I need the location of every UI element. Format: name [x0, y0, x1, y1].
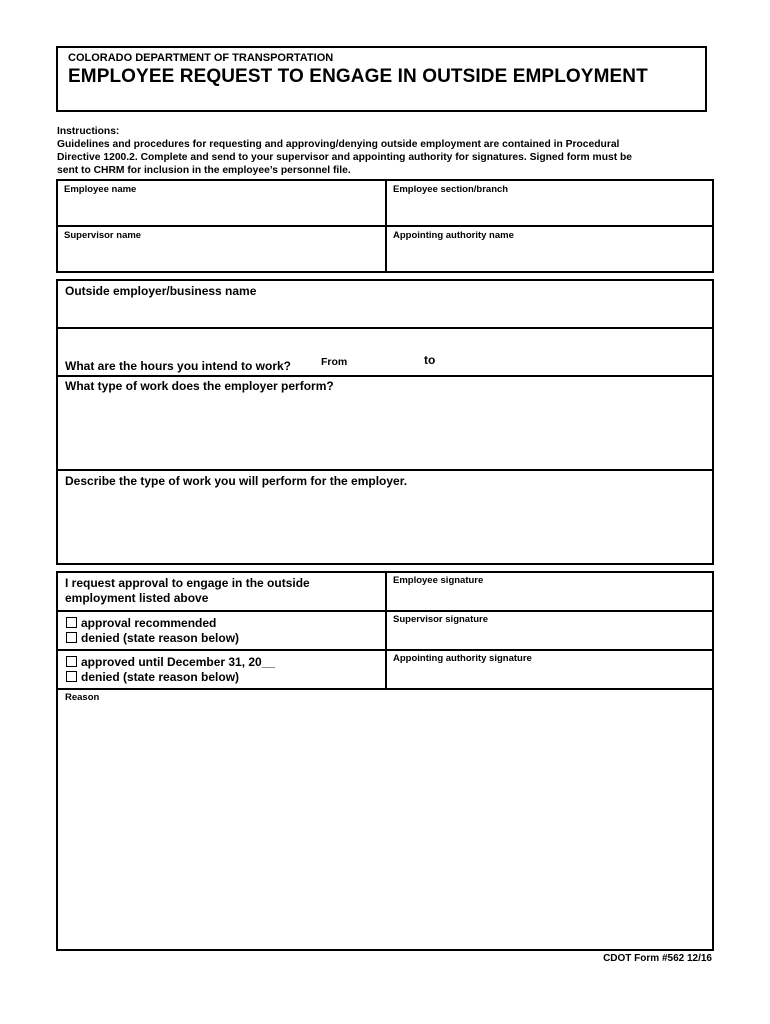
employee-signature-label: Employee signature — [393, 575, 484, 586]
employee-section-branch-field[interactable] — [387, 181, 712, 225]
appointing-denied-label: denied (state reason below) — [81, 670, 240, 684]
hours-question-label: What are the hours you intend to work? — [65, 359, 292, 373]
instructions-line: Directive 1200.2. Complete and send to your supervisor and appointing authority for signatures. Signed form must be — [57, 152, 633, 163]
request-line: employment listed above — [65, 591, 209, 605]
supervisor-name-field[interactable] — [58, 227, 385, 271]
outside-employer-field[interactable] — [58, 281, 712, 327]
approved-until-option — [66, 655, 275, 669]
describe-work-label: Describe the type of work you will perform for the employer. — [65, 474, 408, 488]
form-number: CDOT Form #562 12/16 — [603, 953, 712, 964]
describe-work-field[interactable] — [58, 471, 712, 563]
appointing-authority-name-field[interactable] — [387, 227, 712, 271]
instructions-line: sent to CHRM for inclusion in the employee’s personnel file. — [57, 165, 351, 176]
employer-work-type-label: What type of work does the employer perform? — [65, 379, 334, 393]
supervisor-signature-label: Supervisor signature — [393, 614, 489, 625]
supervisor-denied-label: denied (state reason below) — [81, 631, 240, 645]
department-name: COLORADO DEPARTMENT OF TRANSPORTATION — [68, 52, 334, 64]
from-label: From — [321, 356, 348, 368]
to-label: to — [424, 353, 436, 367]
appointing-authority-name-label: Appointing authority name — [393, 230, 514, 241]
approved-until-label: approved until December 31, 20__ — [81, 655, 276, 669]
reason-label: Reason — [65, 692, 100, 703]
supervisor-name-label: Supervisor name — [64, 230, 142, 241]
request-statement — [65, 576, 310, 606]
form-title: EMPLOYEE REQUEST TO ENGAGE IN OUTSIDE EMPLOYMENT — [68, 66, 648, 87]
appointing-denied-option — [66, 670, 239, 684]
instructions-heading: Instructions: — [57, 126, 120, 137]
instructions — [57, 125, 712, 177]
employee-signature-field[interactable] — [387, 573, 712, 610]
approval-table — [56, 571, 714, 951]
employee-name-label: Employee name — [64, 184, 137, 195]
supervisor-signature-field[interactable] — [387, 612, 712, 649]
employee-section-branch-label: Employee section/branch — [393, 184, 509, 195]
supervisor-denied-option — [66, 631, 239, 645]
approval-recommended-checkbox[interactable] — [66, 617, 77, 628]
hours-field[interactable] — [58, 329, 712, 375]
appointing-signature-field[interactable] — [387, 651, 712, 688]
approval-recommended-option — [66, 616, 216, 630]
employee-info-table — [56, 179, 714, 273]
request-line: I request approval to engage in the outside — [65, 576, 310, 590]
appointing-signature-label: Appointing authority signature — [393, 653, 532, 664]
approved-until-checkbox[interactable] — [66, 656, 77, 667]
employer-work-type-field[interactable] — [58, 377, 712, 469]
instructions-line: Guidelines and procedures for requesting and approving/denying outside employment are contained in Procedural — [57, 139, 620, 150]
appointing-denied-checkbox[interactable] — [66, 671, 77, 682]
reason-field[interactable] — [58, 690, 712, 949]
form-header — [56, 46, 707, 112]
supervisor-denied-checkbox[interactable] — [66, 632, 77, 643]
outside-employment-table — [56, 279, 714, 565]
approval-recommended-label: approval recommended — [81, 616, 217, 630]
employee-name-field[interactable] — [58, 181, 385, 225]
outside-employer-label: Outside employer/business name — [65, 284, 257, 298]
